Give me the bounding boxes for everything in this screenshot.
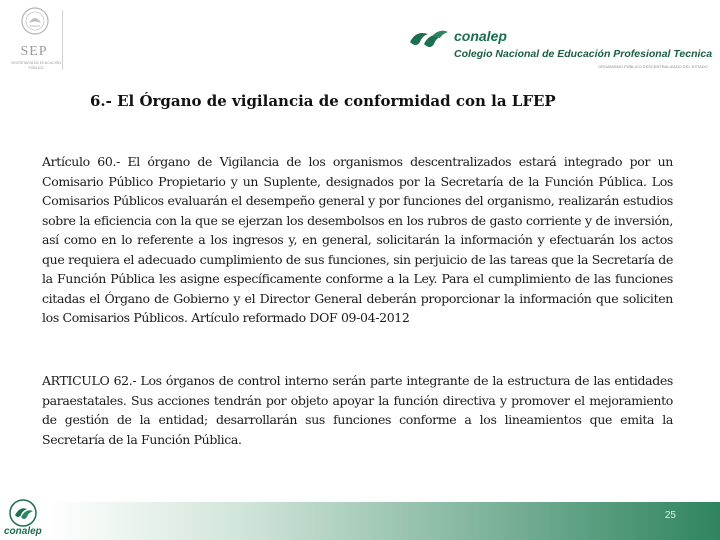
sep-logo-subtitle: SECRETARÍA DE EDUCACIÓN PÚBLICA xyxy=(11,61,61,70)
sep-logo-text: SEP xyxy=(20,44,48,59)
article-62-paragraph: ARTICULO 62.- Los órganos de control interno serán parte integrante de la estructura de las entidades paraestatales. Sus acciones tendrán por objeto apoyar la función directiva y promover el mejoramiento de gestión de la entidad; desarrollarán sus funciones conforme a los lineamientos que emita la Secretaría de la Función Pública. xyxy=(42,373,673,447)
conalep-name: conalep xyxy=(454,28,507,44)
sep-logo xyxy=(6,4,62,74)
footer-logo-name: conalep xyxy=(4,526,42,537)
header-divider xyxy=(62,10,63,70)
national-seal-icon xyxy=(20,6,50,36)
conalep-footer-logo xyxy=(2,498,44,540)
conalep-seal-icon xyxy=(8,498,38,528)
slide-title: 6.- El Órgano de vigilancia de conformidad con la LFEP xyxy=(90,92,556,110)
footer-bar xyxy=(48,502,720,540)
conalep-header-logo xyxy=(408,24,720,76)
conalep-college-name: Colegio Nacional de Educación Profesional Tecnica xyxy=(454,48,713,60)
article-60-paragraph: Artículo 60.- El órgano de Vigilancia de los organismos descentralizados estará integrado por un Comisario Público Propietario y un Suplente, designados por la Secretaría de la Función Pública. Los Comisarios Públicos evaluarán el desempeño general y por funciones del organismo, realizarán estudios sobre la eficiencia con la que se ejerzan los desembolsos en los rubros de gasto corriente y de inversión, así como en lo referente a los ingresos y, en general, solicitarán la información y efectuarán los actos que requiera el adecuado cumplimiento de sus funciones, sin perjuicio de las tareas que la Secretaría de la Función Pública les asigne específicamente conforme a la Ley. Para el cumplimiento de las funciones citadas el Órgano de Gobierno y el Director General deberán proporcionar la información que soliciten los Comisarios Públicos. Artículo reformado DOF 09-04-2012 xyxy=(42,154,673,325)
conalep-tagline: ORGANISMO PÚBLICO DESCENTRALIZADO DEL ESTADO xyxy=(598,64,708,69)
page-number: 25 xyxy=(664,510,676,521)
conalep-emblem-icon xyxy=(408,26,450,54)
